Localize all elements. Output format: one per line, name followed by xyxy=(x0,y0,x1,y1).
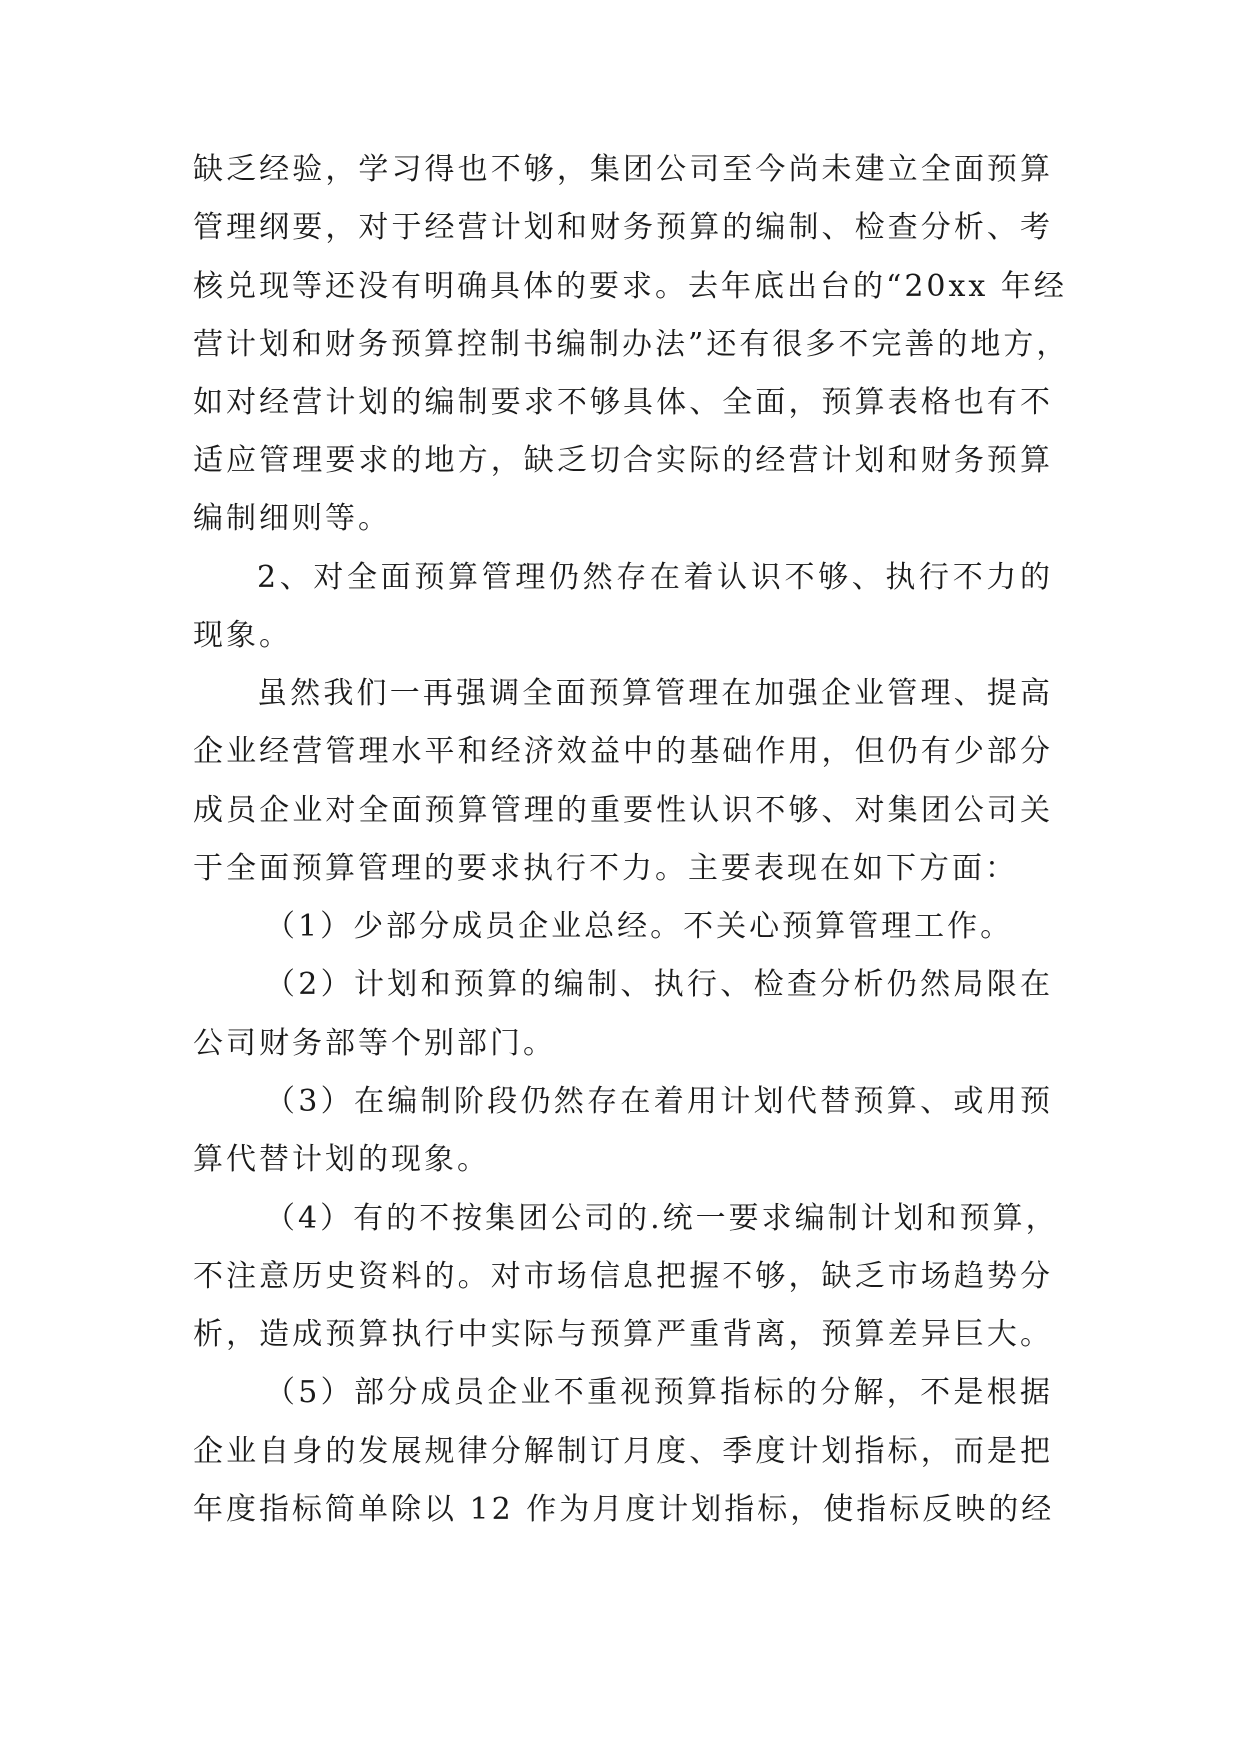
text-line: 企业经营管理水平和经济效益中的基础作用，但仍有少部分 xyxy=(193,734,1053,769)
text-line: 于全面预算管理的要求执行不力。主要表现在如下方面： xyxy=(193,851,1018,886)
text-line: 公司财务部等个别部门。 xyxy=(193,1026,556,1061)
text-line: 管理纲要，对于经营计划和财务预算的编制、检查分析、考 xyxy=(193,210,1053,245)
paragraph-start: 虽然我们一再强调全面预算管理在加强企业管理、提高 xyxy=(257,676,1053,711)
text-line: 成员企业对全面预算管理的重要性认识不够、对集团公司关 xyxy=(193,793,1053,828)
text-line: 不注意历史资料的。对市场信息把握不够，缺乏市场趋势分 xyxy=(193,1259,1053,1294)
text-line: 如对经营计划的编制要求不够具体、全面，预算表格也有不 xyxy=(193,385,1053,420)
text-line: 企业自身的发展规律分解制订月度、季度计划指标，而是把 xyxy=(193,1434,1053,1469)
list-item: （5）部分成员企业不重视预算指标的分解，不是根据 xyxy=(265,1375,1053,1410)
list-item: （3）在编制阶段仍然存在着用计划代替预算、或用预 xyxy=(265,1084,1053,1119)
list-item: （1）少部分成员企业总经。不关心预算管理工作。 xyxy=(265,909,1014,944)
list-item: （4）有的不按集团公司的.统一要求编制计划和预算， xyxy=(265,1201,1059,1236)
list-item: （2）计划和预算的编制、执行、检查分析仍然局限在 xyxy=(265,967,1053,1002)
text-line: 编制细则等。 xyxy=(193,501,391,536)
text-line: 适应管理要求的地方，缺乏切合实际的经营计划和财务预算 xyxy=(193,443,1053,478)
text-line: 析，造成预算执行中实际与预算严重背离，预算差异巨大。 xyxy=(193,1317,1053,1352)
section-heading: 2、对全面预算管理仍然存在着认识不够、执行不力的 xyxy=(257,560,1053,595)
text-line: 营计划和财务预算控制书编制办法”还有很多不完善的地方， xyxy=(193,327,1070,362)
text-line: 算代替计划的现象。 xyxy=(193,1142,490,1177)
text-line: 核兑现等还没有明确具体的要求。去年底出台的“20xx 年经 xyxy=(193,269,1067,304)
text-line: 现象。 xyxy=(193,618,292,653)
text-line: 年度指标简单除以 12 作为月度计划指标，使指标反映的经 xyxy=(193,1492,1055,1527)
text-line: 缺乏经验，学习得也不够，集团公司至今尚未建立全面预算 xyxy=(193,152,1053,187)
